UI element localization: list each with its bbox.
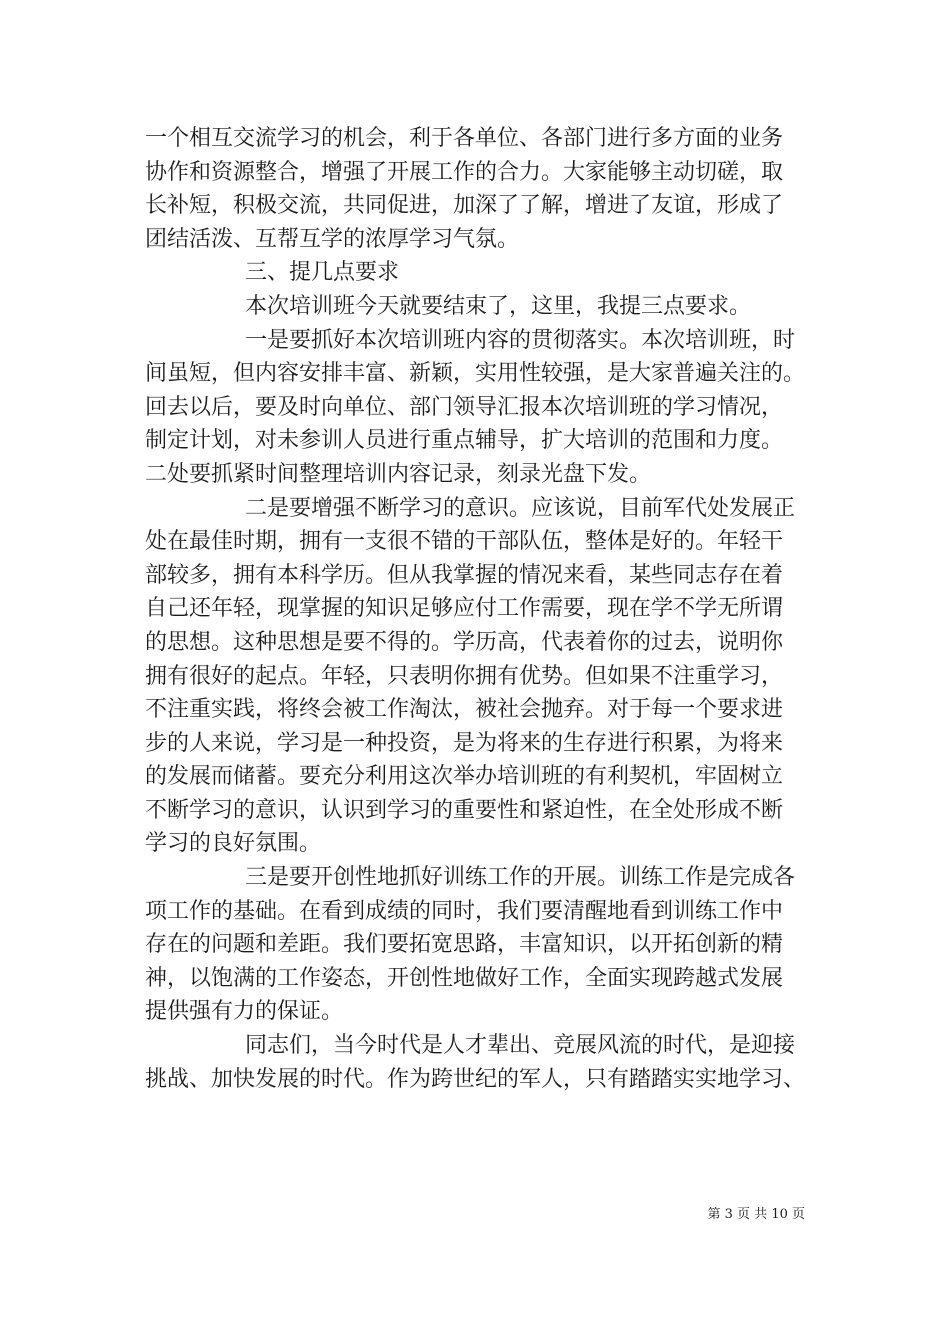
text-line: 学习的良好氛围。	[145, 831, 322, 857]
text-line: 二是要增强不断学习的意识。应该说，目前军代处发展正	[245, 495, 796, 521]
text-line: 制定计划，对未参训人员进行重点辅导，扩大培训的范围和力度。	[145, 428, 784, 454]
text-line: 挑战、加快发展的时代。作为跨世纪的军人，只有踏踏实实地学习、	[145, 1066, 806, 1092]
text-line: 部较多，拥有本科学历。但从我掌握的情况来看，某些同志存在着	[145, 562, 784, 588]
text-line: 本次培训班今天就要结束了，这里，我提三点要求。	[245, 293, 752, 319]
text-line: 存在的问题和差距。我们要拓宽思路，丰富知识，以开拓创新的精	[145, 932, 784, 958]
text-line: 间虽短，但内容安排丰富、新颖，实用性较强，是大家普遍关注的。	[145, 361, 806, 387]
page-number: 第 3 页 共 10 页	[707, 1207, 805, 1222]
text-line: 一个相互交流学习的机会，利于各单位、各部门进行多方面的业务	[145, 126, 784, 151]
text-line: 项工作的基础。在看到成绩的同时，我们要清醒地看到训练工作中	[145, 898, 784, 924]
text-line: 二处要抓紧时间整理培训内容记录，刻录光盘下发。	[145, 461, 652, 487]
text-line: 拥有很好的起点。年轻，只表明你拥有优势。但如果不注重学习，	[145, 663, 784, 689]
text-line: 提供强有力的保证。	[145, 999, 344, 1025]
text-line: 一是要抓好本次培训班内容的贯彻落实。本次培训班，时	[245, 327, 796, 353]
text-line: 不断学习的意识，认识到学习的重要性和紧迫性，在全处形成不断	[145, 797, 784, 823]
text-line: 不注重实践，将终会被工作淘汰，被社会抛弃。对于每一个要求进	[145, 697, 784, 723]
text-line: 的发展而储蓄。要充分利用这次举办培训班的有利契机，牢固树立	[145, 764, 784, 790]
text-line: 步的人来说，学习是一种投资，是为将来的生存进行积累，为将来	[145, 730, 784, 756]
text-line: 同志们，当今时代是人才辈出、竞展风流的时代，是迎接	[245, 1033, 796, 1059]
text-line: 自己还年轻，现掌握的知识足够应付工作需要，现在学不学无所谓	[145, 596, 784, 622]
section-heading: 三、提几点要求	[245, 260, 400, 286]
text-line: 处在最佳时期，拥有一支很不错的干部队伍，整体是好的。年轻干	[145, 529, 784, 555]
text-line: 三是要开创性地抓好训练工作的开展。训练工作是完成各	[245, 865, 796, 891]
text-line: 团结活泼、互帮互学的浓厚学习气氛。	[145, 226, 520, 252]
text-line: 协作和资源整合，增强了开展工作的合力。大家能够主动切磋，取	[145, 159, 784, 185]
document-body	[145, 122, 825, 1096]
text-line: 的思想。这种思想是要不得的。学历高，代表着你的过去，说明你	[145, 629, 784, 655]
text-line: 长补短，积极交流，共同促进，加深了了解，增进了友谊，形成了	[145, 193, 784, 219]
text-line: 回去以后，要及时向单位、部门领导汇报本次培训班的学习情况，	[145, 394, 784, 420]
text-line: 神，以饱满的工作姿态，开创性地做好工作，全面实现跨越式发展	[145, 965, 784, 991]
